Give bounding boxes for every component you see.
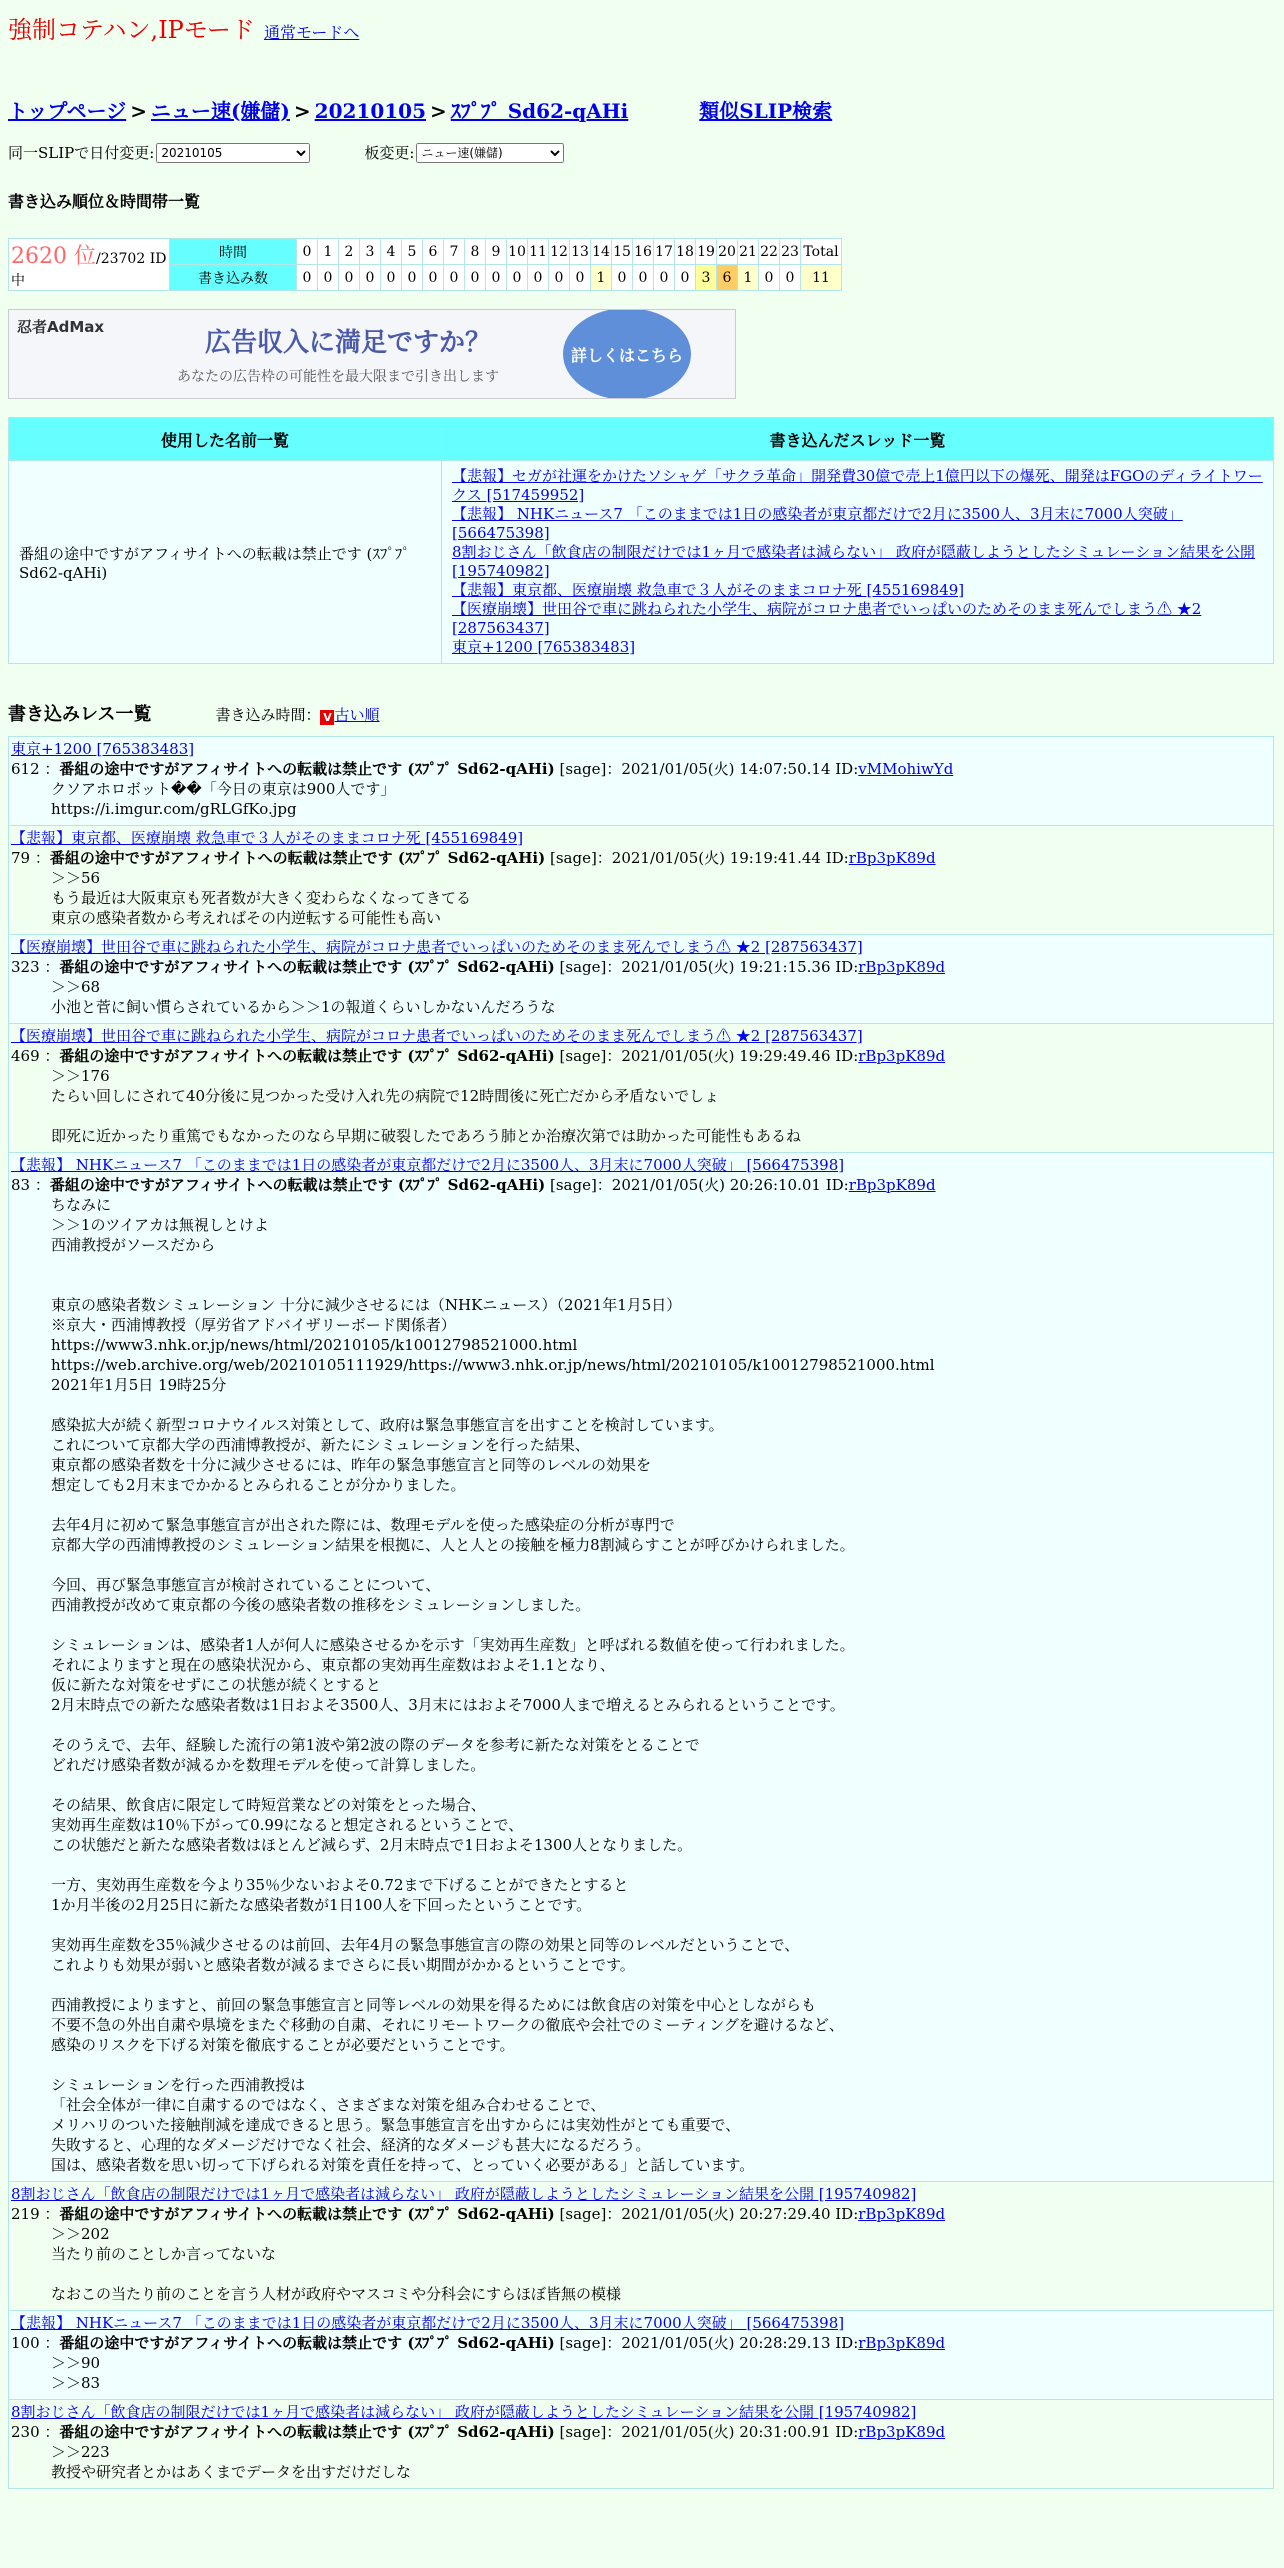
post-date: [sage]：2021/01/05(火) 20:27:29.40 ID: bbox=[559, 2205, 859, 2223]
count-cell: 0 bbox=[318, 265, 339, 291]
hour-cell: 10 bbox=[507, 239, 528, 265]
count-cell: 0 bbox=[780, 265, 801, 291]
post-id-link[interactable]: rBp3pK89d bbox=[858, 1047, 946, 1065]
count-cell: 1 bbox=[738, 265, 759, 291]
thread-link[interactable]: 東京+1200 [765383483] bbox=[452, 638, 636, 656]
post-thread-link[interactable]: 【悲報】東京都、医療崩壊 救急車で３人がそのままコロナ死 [455169849] bbox=[11, 829, 524, 847]
post-author: 番組の途中ですがアフィサイトへの転載は禁止です (ｽﾌﾟﾌﾟ Sd62-qAHi) bbox=[59, 2205, 555, 2223]
mode-title: 強制コテハン,IPモード bbox=[8, 16, 255, 44]
post-number: 323 bbox=[11, 958, 40, 976]
hour-cell: 2 bbox=[339, 239, 360, 265]
post-meta: 83 ：番組の途中ですがアフィサイトへの転載は禁止です (ｽﾌﾟﾌﾟ Sd62-qAHi) [sage]：2021/01/05(火) 20:26:10.01 ID:rBp3pK89d bbox=[11, 1176, 936, 1194]
post-thread-link[interactable]: 【医療崩壊】世田谷で車に跳ねられた小学生、病院がコロナ患者でいっぱいのためそのまま死んでしまう⚠ ★2 [287563437] bbox=[11, 1027, 863, 1045]
post-number: 100 bbox=[11, 2334, 40, 2352]
post-date: [sage]：2021/01/05(火) 20:31:00.91 ID: bbox=[559, 2423, 859, 2441]
threads-column-header: 書き込んだスレッド一覧 bbox=[442, 418, 1273, 460]
post-date: [sage]：2021/01/05(火) 14:07:50.14 ID: bbox=[559, 760, 859, 778]
hour-cell: 20 bbox=[717, 239, 738, 265]
post-date: [sage]：2021/01/05(火) 19:21:15.36 ID: bbox=[559, 958, 859, 976]
post-id-link[interactable]: rBp3pK89d bbox=[858, 2334, 946, 2352]
count-cell: 0 bbox=[423, 265, 444, 291]
hour-cell: 11 bbox=[528, 239, 549, 265]
count-cell: 0 bbox=[297, 265, 318, 291]
similar-slip-search-link[interactable]: 類似SLIP検索 bbox=[699, 99, 833, 123]
count-cell: 0 bbox=[360, 265, 381, 291]
time-row-label: 時間 bbox=[170, 239, 297, 265]
post-id-link[interactable]: vMMohiwYd bbox=[858, 760, 954, 778]
hour-cell: 22 bbox=[759, 239, 780, 265]
breadcrumb-sep: > bbox=[430, 99, 447, 123]
rank-section-title: 書き込み順位＆時間帯一覧 bbox=[8, 192, 201, 211]
used-name: 番組の途中ですがアフィサイトへの転載は禁止です (ｽﾌﾟﾌﾟ Sd62-qAHi) bbox=[9, 461, 441, 663]
hour-cell: 5 bbox=[402, 239, 423, 265]
count-cell: 0 bbox=[612, 265, 633, 291]
post-author: 番組の途中ですがアフィサイトへの転載は禁止です (ｽﾌﾟﾌﾟ Sd62-qAHi) bbox=[59, 760, 555, 778]
post-id-link[interactable]: rBp3pK89d bbox=[858, 958, 946, 976]
count-cell: 0 bbox=[549, 265, 570, 291]
post-meta: 469 ：番組の途中ですがアフィサイトへの転載は禁止です (ｽﾌﾟﾌﾟ Sd62-qAHi) [sage]：2021/01/05(火) 19:29:49.46 ID:rBp3pK89d bbox=[11, 1047, 946, 1065]
post-author: 番組の途中ですがアフィサイトへの転載は禁止です (ｽﾌﾟﾌﾟ Sd62-qAHi) bbox=[59, 2423, 555, 2441]
board-change-label: 板変更: bbox=[364, 144, 415, 162]
post-id-link[interactable]: rBp3pK89d bbox=[848, 849, 936, 867]
post-author: 番組の途中ですがアフィサイトへの転載は禁止です (ｽﾌﾟﾌﾟ Sd62-qAHi) bbox=[59, 2334, 555, 2352]
ad-headline: 広告収入に満足ですか？ bbox=[205, 328, 492, 358]
post-item bbox=[8, 2311, 1274, 2400]
posts-header bbox=[8, 700, 1276, 726]
hour-cell: 12 bbox=[549, 239, 570, 265]
post-number: 83 bbox=[11, 1176, 31, 1194]
mode-line bbox=[8, 10, 1276, 45]
hour-cell: 3 bbox=[360, 239, 381, 265]
breadcrumb-slip[interactable]: ｽﾌﾟﾌﾟ Sd62-qAHi bbox=[450, 99, 629, 123]
post-thread-link[interactable]: 【悲報】 NHKニュース7 「このままでは1日の感染者が東京都だけで2月に3500人、3月末に7000人突破」 [566475398] bbox=[11, 2314, 845, 2332]
post-meta: 323 ：番組の途中ですがアフィサイトへの転載は禁止です (ｽﾌﾟﾌﾟ Sd62-qAHi) [sage]：2021/01/05(火) 19:21:15.36 ID:rBp3pK89d bbox=[11, 958, 946, 976]
post-thread-link[interactable]: 東京+1200 [765383483] bbox=[11, 740, 195, 758]
oldest-first-link[interactable]: 古い順 bbox=[334, 706, 380, 724]
hour-cell: 8 bbox=[465, 239, 486, 265]
post-body: ＞＞176 たらい回しにされて40分後に見つかった受け入れ先の病院で12時間後に死亡だから矛盾ないでしょ 即死に近かったり重篤でもなかったのなら早期に破裂したであろう肺とか治療次第では助かった可能性もあるね bbox=[51, 1067, 802, 1145]
hour-cell: 16 bbox=[633, 239, 654, 265]
post-meta: 79 ：番組の途中ですがアフィサイトへの転載は禁止です (ｽﾌﾟﾌﾟ Sd62-qAHi) [sage]：2021/01/05(火) 19:19:41.44 ID:rBp3pK89d bbox=[11, 849, 936, 867]
post-meta: 230 ：番組の途中ですがアフィサイトへの転載は禁止です (ｽﾌﾟﾌﾟ Sd62-qAHi) [sage]：2021/01/05(火) 20:31:00.91 ID:rBp3pK89d bbox=[11, 2423, 946, 2441]
post-author: 番組の途中ですがアフィサイトへの転載は禁止です (ｽﾌﾟﾌﾟ Sd62-qAHi) bbox=[59, 958, 555, 976]
threads-cell bbox=[442, 461, 1273, 663]
post-body: ＞＞56 もう最近は大阪東京も死者数が大きく変わらなくなってきてる 東京の感染者数から考えればその内逆転する可能性も高い bbox=[51, 869, 472, 927]
board-select[interactable] bbox=[416, 143, 564, 163]
count-cell: 1 bbox=[591, 265, 612, 291]
count-cell: 0 bbox=[759, 265, 780, 291]
post-number: 230 bbox=[11, 2423, 40, 2441]
post-thread-link[interactable]: 【医療崩壊】世田谷で車に跳ねられた小学生、病院がコロナ患者でいっぱいのためそのまま死んでしまう⚠ ★2 [287563437] bbox=[11, 938, 863, 956]
hour-cell: 1 bbox=[318, 239, 339, 265]
thread-link[interactable]: 8割おじさん「飲食店の制限だけでは1ヶ月で感染者は減らない」 政府が隠蔽しようとしたシミュレーション結果を公開 [195740982] bbox=[452, 543, 1255, 580]
post-meta: 219 ：番組の途中ですがアフィサイトへの転載は禁止です (ｽﾌﾟﾌﾟ Sd62-qAHi) [sage]：2021/01/05(火) 20:27:29.40 ID:rBp3pK89d bbox=[11, 2205, 946, 2223]
post-thread-link[interactable]: 【悲報】 NHKニュース7 「このままでは1日の感染者が東京都だけで2月に3500人、3月末に7000人突破」 [566475398] bbox=[11, 1156, 845, 1174]
breadcrumb-sep: > bbox=[293, 99, 311, 123]
count-cell: 0 bbox=[570, 265, 591, 291]
date-select[interactable] bbox=[156, 143, 310, 163]
count-cell: 0 bbox=[339, 265, 360, 291]
posts-section-title: 書き込みレス一覧 bbox=[8, 704, 152, 725]
breadcrumb-date[interactable]: 20210105 bbox=[314, 99, 426, 123]
count-cell: 0 bbox=[486, 265, 507, 291]
post-meta: 100 ：番組の途中ですがアフィサイトへの転載は禁止です (ｽﾌﾟﾌﾟ Sd62-qAHi) [sage]：2021/01/05(火) 20:28:29.13 ID:rBp3pK89d bbox=[11, 2334, 946, 2352]
post-body: ＞＞90 ＞＞83 bbox=[51, 2354, 101, 2392]
post-id-link[interactable]: rBp3pK89d bbox=[858, 2205, 946, 2223]
hour-cell: 18 bbox=[675, 239, 696, 265]
hour-cell: 19 bbox=[696, 239, 717, 265]
post-item bbox=[8, 2400, 1274, 2489]
post-id-link[interactable]: rBp3pK89d bbox=[858, 2423, 946, 2441]
count-cell: 0 bbox=[507, 265, 528, 291]
hour-cell: 15 bbox=[612, 239, 633, 265]
breadcrumb-top[interactable]: トップページ bbox=[8, 99, 127, 123]
count-cell: 6 bbox=[717, 265, 738, 291]
normal-mode-link[interactable]: 通常モードへ bbox=[263, 23, 360, 42]
names-column-header: 使用した名前一覧 bbox=[9, 418, 441, 460]
count-cell: 0 bbox=[528, 265, 549, 291]
post-body: クソアホロボット��「今日の東京は900人です」 https://i.imgur.com/gRLGfKo.jpg bbox=[51, 780, 396, 818]
post-date: [sage]：2021/01/05(火) 20:28:29.13 ID: bbox=[559, 2334, 859, 2352]
selectors bbox=[8, 142, 1276, 163]
post-meta: 612 ：番組の途中ですがアフィサイトへの転載は禁止です (ｽﾌﾟﾌﾟ Sd62-qAHi) [sage]：2021/01/05(火) 14:07:50.14 ID:vMMohiwYd bbox=[11, 760, 954, 778]
post-author: 番組の途中ですがアフィサイトへの転載は禁止です (ｽﾌﾟﾌﾟ Sd62-qAHi) bbox=[59, 1047, 555, 1065]
post-item bbox=[8, 737, 1274, 826]
post-body: ちなみに ＞＞1のツイアカは無視しとけよ 西浦教授がソースだから 東京の感染者数シミュレーション 十分に減少させるには（NHKニュース）（2021年1月5日） ※京大・西浦博教授（厚労省アドバイザリーボード関係者） https://www3.nhk.or.jp/news/html/20210105/k10012798521000.html https://web.archive.org/web/20210105111929/https://www3.nhk.or.jp/news/html/20210105/k10012798521000.html 2021年1月5日 19時25分 感染拡大が続く新型コロナウイルス対策として、政府は緊急事態宣言を出すことを検討しています。 これについて京都大学の西浦博教授が、新たにシミュレーションを行った結果、 東京都の感染者数を十分に減少させるには、昨年の緊急事態宣言と同等のレベルの効果を 想定しても2月末までかかるとみられることが分かりました。 去年4月に初めて緊急事態宣言が出された際には、数理モデルを使った感染症の分析が専門で 京都大学の西浦博教授のシミュレーション結果を根拠に、人と人との接触を極力8割減らすことが呼びかけられました。 今回、再び緊急事態宣言が検討されていることについて、 西浦教授が改めて東京都の今後の感染者数の推移をシミュレーションしました。 シミュレーションは、感染者1人が何人に感染させるかを示す「実効再生産数」と呼ばれる数値を使って行われました。 それによりますと現在の感染状況から、東京都の実効再生産数はおよそ1.1となり、 仮に新たな対策をせずにこの状態が続くとすると 2月末時点での新たな感染者数は1日およそ3500人、3月末にはおよそ7000人まで増えるとみられるということです。 そのうえで、去年、経験した流行の第1波や第2波の際のデータを参考に新たな対策をとることで どれだけ感染者数が減るかを数理モデルを使って計算しました。 その結果、飲食店に限定して時短営業などの対策をとった場合、 実効再生産数は10％下がって0.99になると想定されるということで、 この状態だと新たな感染者数はほとんど減らず、2月末時点で1日およそ1300人となりました。 一方、実効再生産数を今より35％少ないおよそ0.72まで下げることができたとすると 1か月半後の2月25日に新たな感染者数が1日100人を下回ったということです。 実効再生産数を35％減少させるのは前回、去年4月の緊急事態宣言の際の効果と同等のレベルだということで、 これよりも効果が弱いと感染者数が減るまでさらに長い期間がかかるということです。 西浦教授によりますと、前回の緊急事態宣言と同等レベルの効果を得るためには飲食店の対策を中心としながらも 不要不急の外出自粛や県境をまたぐ移動の自粛、それにリモートワークの徹底や会社でのミーティングを避けるなど、 感染のリスクを下げる対策を徹底することが必要だということです。 シミュレーションを行った西浦教授は 「社会全体が一律に自粛するのではなく、さまざまな対策を組み合わせることで、 メリハリのついた接触削減を達成できると思う。緊急事態宣言を出すからには実効性がとても重要で、 失敗すると、心理的なダメージだけでなく社会、経済的なダメージも甚大になるだろう。 国は、感染者数を思い切って下げられる対策を責任を持って、とっていく必要がある」と話しています。 bbox=[51, 1196, 935, 2174]
count-row-label: 書き込み数 bbox=[170, 265, 297, 291]
rank-position: 2620 位 bbox=[11, 244, 96, 269]
hour-cell: 7 bbox=[444, 239, 465, 265]
post-number: 219 bbox=[11, 2205, 40, 2223]
post-thread-link[interactable]: 8割おじさん「飲食店の制限だけでは1ヶ月で感染者は減らない」 政府が隠蔽しようとしたシミュレーション結果を公開 [195740982] bbox=[11, 2403, 917, 2421]
post-body: ＞＞202 当たり前のことしか言ってないな なおこの当たり前のことを言う人材が政府やマスコミや分科会にすらほぼ皆無の模様 bbox=[51, 2225, 622, 2303]
post-number: 79 bbox=[11, 849, 31, 867]
post-time-label: 書き込み時間： bbox=[215, 706, 321, 724]
names-threads-table bbox=[8, 417, 1274, 664]
count-cell: 0 bbox=[381, 265, 402, 291]
thread-link[interactable]: 【悲報】 NHKニュース7 「このままでは1日の感染者が東京都だけで2月に3500人、3月末に7000人突破」 [566475398] bbox=[452, 505, 1183, 542]
post-item bbox=[8, 2182, 1274, 2311]
post-body: ＞＞223 教授や研究者とかはあくまでデータを出すだけだしな bbox=[51, 2443, 412, 2481]
post-number: 612 bbox=[11, 760, 40, 778]
post-id-link[interactable]: rBp3pK89d bbox=[848, 1176, 936, 1194]
ad-banner[interactable] bbox=[8, 309, 736, 399]
post-thread-link[interactable]: 8割おじさん「飲食店の制限だけでは1ヶ月で感染者は減らない」 政府が隠蔽しようとしたシミュレーション結果を公開 [195740982] bbox=[11, 2185, 917, 2203]
hour-cell: 23 bbox=[780, 239, 801, 265]
post-item bbox=[8, 826, 1274, 935]
hour-cell: 14 bbox=[591, 239, 612, 265]
post-author: 番組の途中ですがアフィサイトへの転載は禁止です (ｽﾌﾟﾌﾟ Sd62-qAHi) bbox=[49, 849, 546, 867]
thread-link[interactable]: 【医療崩壊】世田谷で車に跳ねられた小学生、病院がコロナ患者でいっぱいのためそのまま死んでしまう⚠ ★2 [287563437] bbox=[452, 600, 1202, 637]
hour-cell: 9 bbox=[486, 239, 507, 265]
ad-subtext: あなたの広告枠の可能性を最大限まで引き出します bbox=[177, 369, 499, 385]
count-total-cell: 11 bbox=[801, 265, 842, 291]
hour-cell: 4 bbox=[381, 239, 402, 265]
hour-cell: 17 bbox=[654, 239, 675, 265]
post-body: ＞＞68 小池と菅に飼い慣らされているから＞＞1の報道くらいしかないんだろうな bbox=[51, 978, 556, 1016]
count-cell: 0 bbox=[444, 265, 465, 291]
ad-details-button[interactable]: 詳しくはこちら bbox=[563, 309, 691, 399]
count-cell: 0 bbox=[675, 265, 696, 291]
post-number: 469 bbox=[11, 1047, 40, 1065]
thread-link[interactable]: 【悲報】セガが社運をかけたソシャゲ「サクラ革命」開発費30億で売上1億円以下の爆死、開発はFGOのディライトワークス [517459952] bbox=[452, 467, 1263, 504]
post-date: [sage]：2021/01/05(火) 19:19:41.44 ID: bbox=[549, 849, 849, 867]
count-cell: 0 bbox=[633, 265, 654, 291]
post-date: [sage]：2021/01/05(火) 19:29:49.46 ID: bbox=[559, 1047, 859, 1065]
breadcrumb-board[interactable]: ニュー速(嫌儲) bbox=[150, 99, 290, 123]
rank-total: /23702 ID中 bbox=[11, 251, 167, 289]
post-date: [sage]：2021/01/05(火) 20:26:10.01 ID: bbox=[549, 1176, 849, 1194]
count-cell: 0 bbox=[402, 265, 423, 291]
hour-cell: 21 bbox=[738, 239, 759, 265]
post-time-sort bbox=[215, 704, 379, 725]
hour-cell: 13 bbox=[570, 239, 591, 265]
sort-v-icon: V bbox=[320, 710, 334, 725]
rank-time-table bbox=[8, 238, 842, 291]
rank-cell bbox=[9, 239, 170, 291]
breadcrumb bbox=[8, 95, 1276, 124]
ad-logo: 忍者AdMax bbox=[17, 318, 105, 336]
hour-cell: 0 bbox=[297, 239, 318, 265]
thread-link[interactable]: 【悲報】東京都、医療崩壊 救急車で３人がそのままコロナ死 [455169849] bbox=[452, 581, 965, 599]
hour-total-header: Total bbox=[801, 239, 842, 265]
hour-cell: 6 bbox=[423, 239, 444, 265]
count-cell: 0 bbox=[654, 265, 675, 291]
post-item bbox=[8, 1024, 1274, 1153]
count-cell: 3 bbox=[696, 265, 717, 291]
post-author: 番組の途中ですがアフィサイトへの転載は禁止です (ｽﾌﾟﾌﾟ Sd62-qAHi) bbox=[49, 1176, 546, 1194]
posts-list bbox=[8, 736, 1274, 2489]
date-change-label: 同一SLIPで日付変更: bbox=[8, 144, 155, 162]
breadcrumb-sep: > bbox=[130, 99, 147, 123]
post-item bbox=[8, 1153, 1274, 2182]
post-item bbox=[8, 935, 1274, 1024]
count-cell: 0 bbox=[465, 265, 486, 291]
